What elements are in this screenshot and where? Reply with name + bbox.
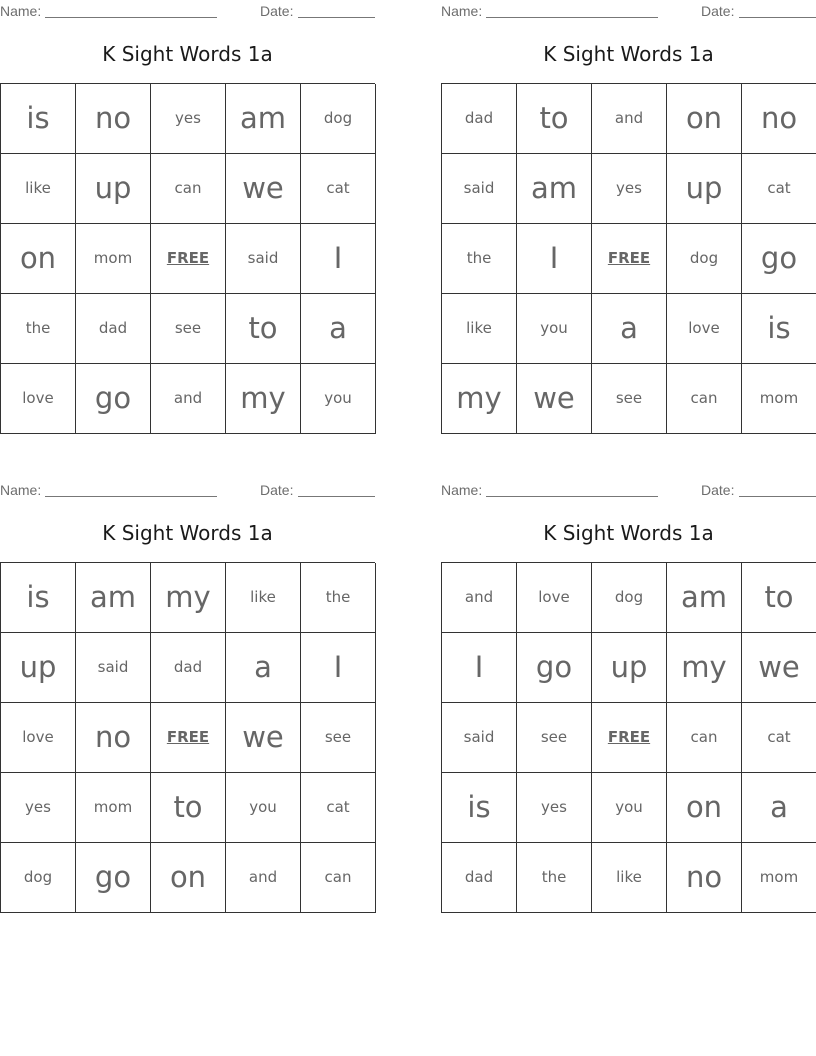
date-label: Date: — [701, 3, 735, 19]
bingo-cell: go — [517, 633, 592, 703]
bingo-cell: cat — [301, 773, 376, 843]
bingo-cell: on — [151, 843, 226, 913]
card-title: K Sight Words 1a — [543, 521, 714, 545]
bingo-cell: said — [442, 154, 517, 224]
date-line — [298, 17, 375, 18]
date-label: Date: — [260, 482, 294, 498]
bingo-cell: up — [76, 154, 151, 224]
bingo-cell: cat — [301, 154, 376, 224]
card-header — [0, 3, 375, 19]
name-line — [486, 496, 658, 497]
bingo-cell: is — [442, 773, 517, 843]
bingo-cell: dog — [592, 563, 667, 633]
bingo-cell: see — [301, 703, 376, 773]
bingo-cell: you — [517, 294, 592, 364]
bingo-cell: see — [592, 364, 667, 434]
bingo-card-3 — [0, 479, 375, 914]
bingo-cell: the — [517, 843, 592, 913]
bingo-cell: can — [151, 154, 226, 224]
bingo-card-1 — [0, 0, 375, 435]
card-header — [441, 482, 816, 498]
date-line — [739, 496, 816, 497]
bingo-cell: dog — [1, 843, 76, 913]
bingo-cell: a — [301, 294, 376, 364]
bingo-cell: I — [517, 224, 592, 294]
bingo-cell: like — [592, 843, 667, 913]
bingo-cell: like — [226, 563, 301, 633]
bingo-cell: go — [742, 224, 816, 294]
bingo-cell: like — [442, 294, 517, 364]
bingo-cell: my — [226, 364, 301, 434]
bingo-cell: yes — [151, 84, 226, 154]
bingo-cell: no — [742, 84, 816, 154]
bingo-cell: am — [517, 154, 592, 224]
bingo-cell: the — [442, 224, 517, 294]
bingo-card-4 — [441, 479, 816, 914]
bingo-cell: we — [742, 633, 816, 703]
bingo-cell: love — [517, 563, 592, 633]
bingo-cell: on — [667, 773, 742, 843]
bingo-cell: a — [226, 633, 301, 703]
name-line — [45, 496, 217, 497]
bingo-cell: yes — [517, 773, 592, 843]
name-label: Name: — [441, 3, 483, 19]
name-label: Name: — [0, 482, 42, 498]
bingo-cell: and — [592, 84, 667, 154]
bingo-cell: love — [1, 703, 76, 773]
bingo-cell: to — [151, 773, 226, 843]
bingo-cell: to — [226, 294, 301, 364]
date-label: Date: — [701, 482, 735, 498]
bingo-grid — [441, 83, 816, 434]
bingo-card-2 — [441, 0, 816, 435]
bingo-cell: like — [1, 154, 76, 224]
bingo-cell: yes — [592, 154, 667, 224]
bingo-cell: see — [517, 703, 592, 773]
bingo-cell: mom — [76, 773, 151, 843]
bingo-cell: I — [442, 633, 517, 703]
card-title: K Sight Words 1a — [102, 521, 273, 545]
bingo-cell: said — [442, 703, 517, 773]
bingo-cell: dad — [442, 84, 517, 154]
bingo-cell: go — [76, 364, 151, 434]
free-space: FREE — [592, 224, 667, 294]
bingo-cell: to — [517, 84, 592, 154]
bingo-cell: no — [76, 84, 151, 154]
bingo-cell: you — [592, 773, 667, 843]
bingo-cell: am — [226, 84, 301, 154]
bingo-cell: up — [667, 154, 742, 224]
card-title: K Sight Words 1a — [102, 42, 273, 66]
bingo-cell: said — [76, 633, 151, 703]
name-line — [45, 17, 217, 18]
free-space: FREE — [151, 703, 226, 773]
bingo-cell: a — [742, 773, 816, 843]
name-label: Name: — [0, 3, 42, 19]
bingo-cell: is — [1, 84, 76, 154]
bingo-cell: cat — [742, 703, 816, 773]
bingo-cell: dad — [151, 633, 226, 703]
date-line — [739, 17, 816, 18]
bingo-cell: see — [151, 294, 226, 364]
bingo-grid — [441, 562, 816, 913]
bingo-grid — [0, 562, 375, 913]
bingo-cell: my — [442, 364, 517, 434]
bingo-cell: am — [76, 563, 151, 633]
bingo-cell: on — [667, 84, 742, 154]
name-line — [486, 17, 658, 18]
bingo-cell: no — [76, 703, 151, 773]
bingo-cell: dad — [76, 294, 151, 364]
bingo-cell: my — [667, 633, 742, 703]
bingo-cell: can — [667, 703, 742, 773]
name-label: Name: — [441, 482, 483, 498]
date-line — [298, 496, 375, 497]
bingo-cell: yes — [1, 773, 76, 843]
bingo-cell: can — [667, 364, 742, 434]
bingo-cell: love — [667, 294, 742, 364]
bingo-cell: you — [301, 364, 376, 434]
bingo-cell: no — [667, 843, 742, 913]
bingo-cell: dad — [442, 843, 517, 913]
bingo-cell: I — [301, 633, 376, 703]
bingo-cell: am — [667, 563, 742, 633]
bingo-cell: mom — [76, 224, 151, 294]
bingo-cell: we — [226, 154, 301, 224]
bingo-cell: a — [592, 294, 667, 364]
card-title: K Sight Words 1a — [543, 42, 714, 66]
bingo-cell: dog — [301, 84, 376, 154]
bingo-cell: mom — [742, 364, 816, 434]
bingo-grid — [0, 83, 375, 434]
bingo-cell: mom — [742, 843, 816, 913]
bingo-cell: and — [151, 364, 226, 434]
free-space: FREE — [592, 703, 667, 773]
bingo-cell: is — [742, 294, 816, 364]
bingo-cell: my — [151, 563, 226, 633]
bingo-cell: to — [742, 563, 816, 633]
date-label: Date: — [260, 3, 294, 19]
bingo-cell: is — [1, 563, 76, 633]
bingo-cell: you — [226, 773, 301, 843]
bingo-cell: we — [226, 703, 301, 773]
bingo-cell: cat — [742, 154, 816, 224]
bingo-cell: said — [226, 224, 301, 294]
bingo-cell: on — [1, 224, 76, 294]
bingo-cell: up — [592, 633, 667, 703]
bingo-cell: the — [1, 294, 76, 364]
card-header — [0, 482, 375, 498]
bingo-cell: and — [226, 843, 301, 913]
bingo-cell: I — [301, 224, 376, 294]
bingo-cell: go — [76, 843, 151, 913]
bingo-cell: dog — [667, 224, 742, 294]
bingo-cell: can — [301, 843, 376, 913]
bingo-cell: love — [1, 364, 76, 434]
free-space: FREE — [151, 224, 226, 294]
card-header — [441, 3, 816, 19]
bingo-cell: we — [517, 364, 592, 434]
bingo-cell: the — [301, 563, 376, 633]
bingo-cell: up — [1, 633, 76, 703]
bingo-cell: and — [442, 563, 517, 633]
